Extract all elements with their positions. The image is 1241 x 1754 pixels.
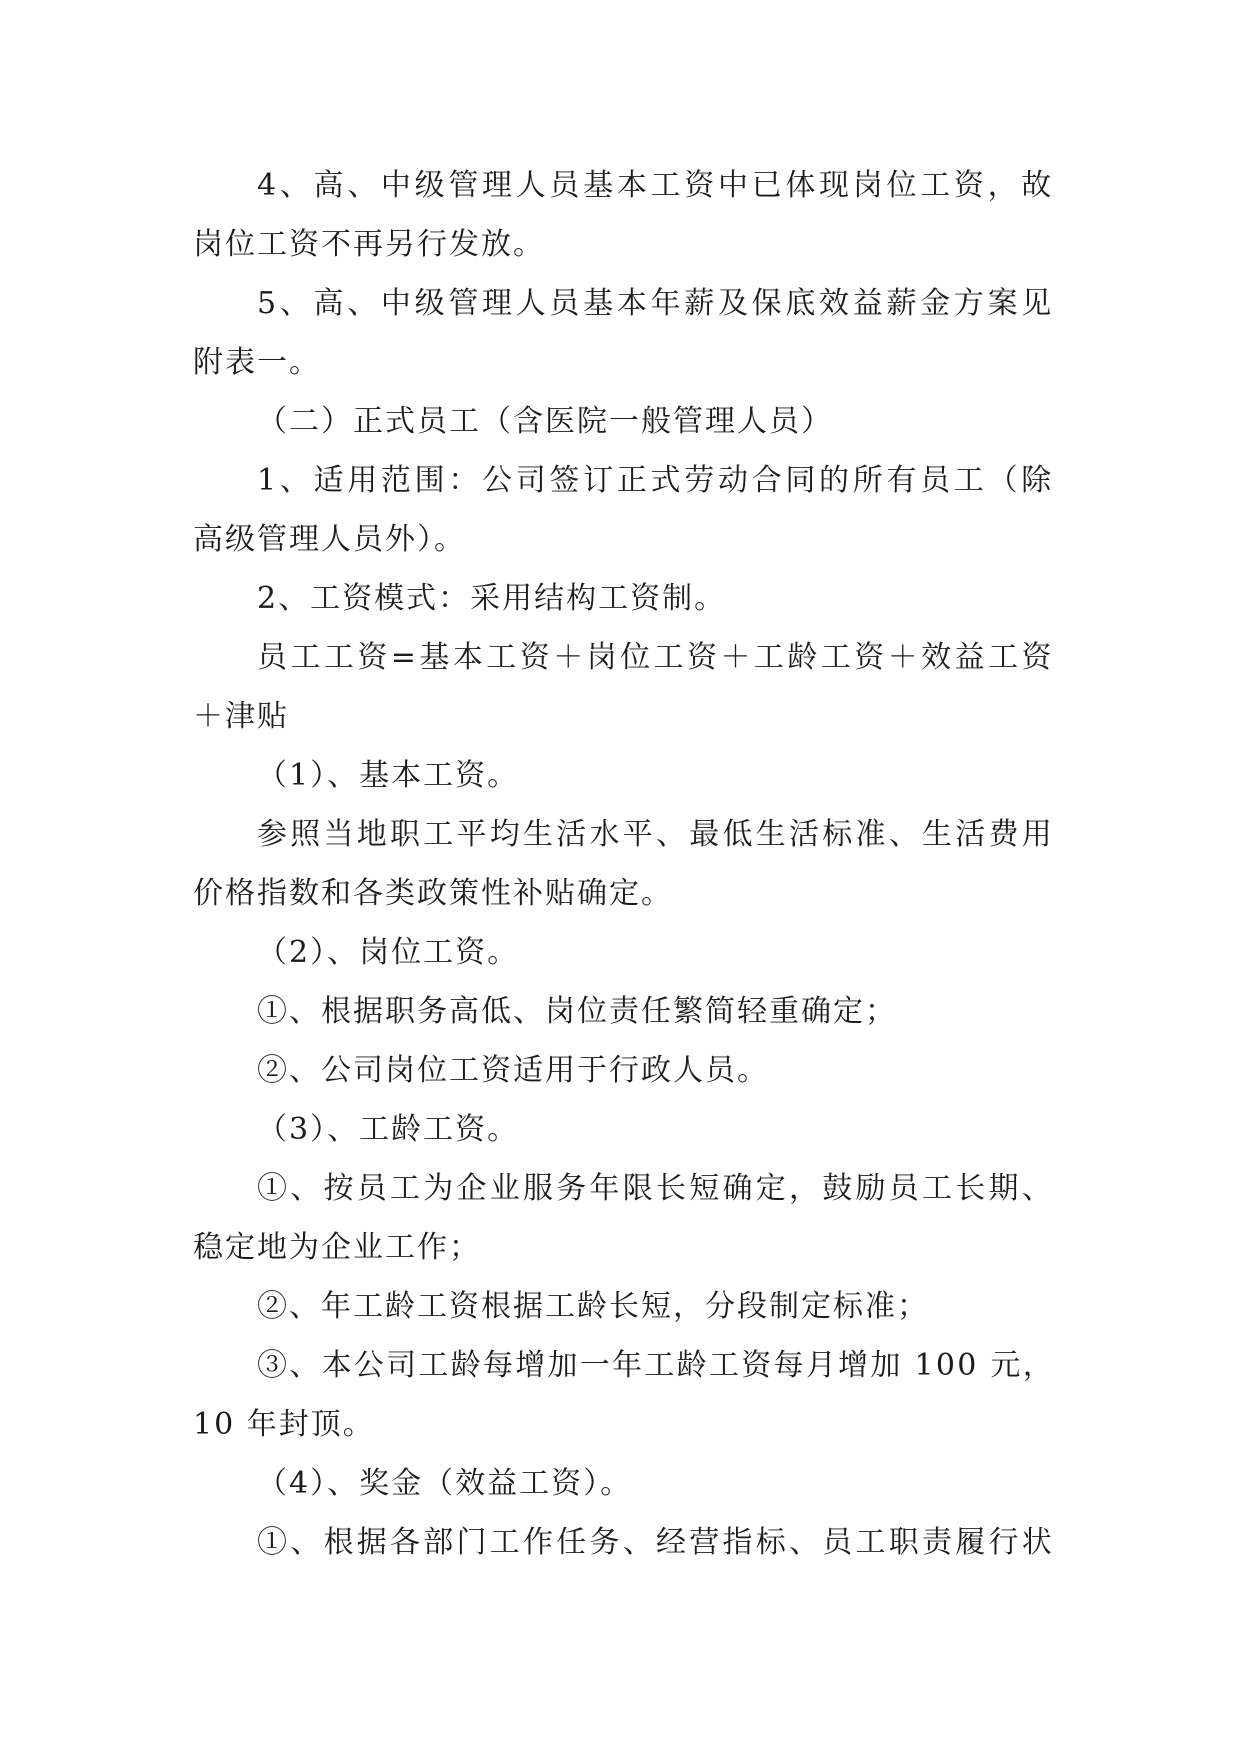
subsection-heading: （3）、工龄工资。 — [257, 1112, 520, 1147]
section-heading: （二）正式员工（含医院一般管理人员） — [257, 404, 833, 439]
text-line: 10 年封顶。 — [193, 1407, 375, 1442]
text-line: 4、高、中级管理人员基本工资中已体现岗位工资，故 — [257, 168, 1055, 203]
formula-line: 员工工资=基本工资＋岗位工资＋工龄工资＋效益工资 — [257, 640, 1055, 675]
list-item: ①、根据各部门工作任务、经营指标、员工职责履行状 — [257, 1525, 1055, 1560]
text-line: 2、工资模式：采用结构工资制。 — [257, 581, 727, 616]
list-item: ②、年工龄工资根据工龄长短，分段制定标准； — [257, 1289, 929, 1324]
list-item: ②、公司岗位工资适用于行政人员。 — [257, 1053, 769, 1088]
subsection-heading: （2）、岗位工资。 — [257, 935, 520, 970]
text-line: 1、适用范围：公司签订正式劳动合同的所有员工（除 — [257, 463, 1055, 498]
text-line: 附表一。 — [193, 345, 321, 380]
subsection-heading: （1）、基本工资。 — [257, 758, 520, 793]
list-item: ①、根据职务高低、岗位责任繁简轻重确定； — [257, 994, 897, 1029]
text-line: 5、高、中级管理人员基本年薪及保底效益薪金方案见 — [257, 286, 1055, 321]
formula-line: ＋津贴 — [193, 699, 289, 734]
text-line: 岗位工资不再另行发放。 — [193, 227, 545, 262]
document-body — [193, 156, 1055, 1572]
list-item: ①、按员工为企业服务年限长短确定，鼓励员工长期、 — [257, 1171, 1055, 1206]
text-line: 高级管理人员外）。 — [193, 522, 466, 557]
subsection-heading: （4）、奖金（效益工资）。 — [257, 1466, 633, 1501]
text-line: 稳定地为企业工作； — [193, 1230, 481, 1265]
list-item: ③、本公司工龄每增加一年工龄工资每月增加 100 元， — [257, 1348, 1055, 1383]
text-line: 价格指数和各类政策性补贴确定。 — [193, 876, 673, 911]
text-line: 参照当地职工平均生活水平、最低生活标准、生活费用 — [257, 817, 1055, 852]
